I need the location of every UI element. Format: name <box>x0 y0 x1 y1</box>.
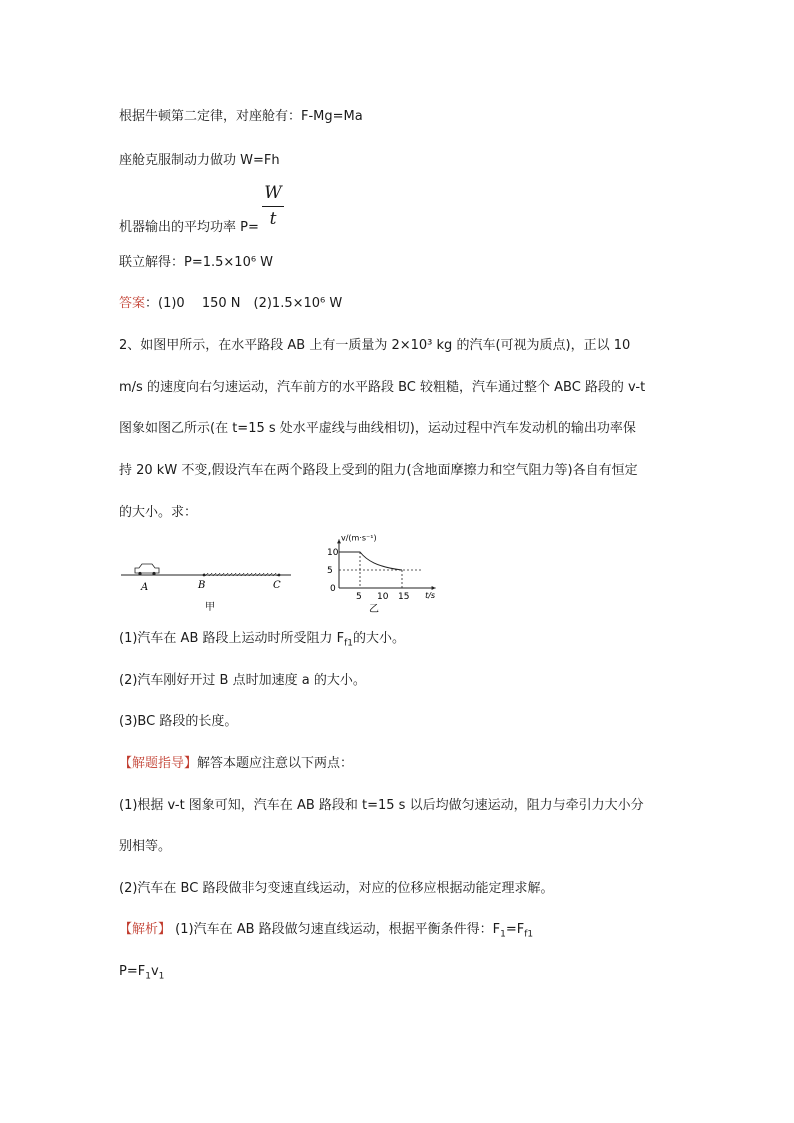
power-eq-sub-2: 1 <box>158 971 165 982</box>
fraction-numerator: W <box>264 183 282 203</box>
answer-label: 答案 <box>119 296 146 311</box>
car-icon <box>135 564 159 575</box>
x-axis-arrow <box>432 586 436 590</box>
sub-q1-text: (1)汽车在 AB 路段上运动时所受阻力 F <box>119 631 345 646</box>
y-tick-label: 5 <box>327 566 333 576</box>
x-tick-label: 5 <box>356 592 362 602</box>
solution-eq: =F <box>505 922 525 937</box>
solution-sub-2: f1 <box>524 929 534 940</box>
power-eq-sub-1: 1 <box>145 971 151 982</box>
sub-q1-end: 的大小。 <box>353 631 406 646</box>
q2-line-5: 的大小。求： <box>119 505 198 520</box>
answer-line <box>119 295 342 313</box>
solve-line: 联立解得：P=1.5×10⁶ W <box>119 255 274 270</box>
q2-line-4: 持 20 kW 不变,假设汽车在两个路段上受到的阻力(含地面摩擦力和空气阻力等)各自有恒定 <box>119 463 638 478</box>
figure-svg <box>119 530 439 620</box>
sub-q3: (3)BC 路段的长度。 <box>119 714 238 729</box>
label-yi: 乙 <box>369 604 379 615</box>
power-line: 机器输出的平均功率 P= <box>119 220 259 235</box>
vt-chart <box>327 533 436 602</box>
label-c: C <box>273 580 281 591</box>
guide-1-line-1: (1)根据 v-t 图象可知，汽车在 AB 路段和 t=15 s 以后均做匀速运动，阻力与牵引力大小分 <box>119 798 644 813</box>
newton-line: 根据牛顿第二定律，对座舱有：F-Mg=Ma <box>119 109 363 124</box>
power-eq-a: P=F <box>119 964 146 979</box>
power-eq-b: v <box>150 964 159 979</box>
label-a: A <box>141 582 149 593</box>
sub-q1-sub: f1 <box>344 638 354 649</box>
power-eq-line <box>119 963 164 986</box>
problem-figure <box>119 530 439 624</box>
guide-2-line: (2)汽车在 BC 路段做非匀变速直线运动，对应的位移应根据动能定理求解。 <box>119 881 554 896</box>
fraction-denominator: t <box>269 209 277 229</box>
guide-line <box>119 755 353 773</box>
rough-section <box>204 573 279 576</box>
x-tick-label: 15 <box>398 592 410 602</box>
y-axis-label: v/(m·s⁻¹) <box>341 533 377 543</box>
q2-line-2: m/s 的速度向右匀速运动，汽车前方的水平路段 BC 较粗糙，汽车通过整个 ABC 路段的 v-t <box>119 380 646 395</box>
sub-q2: (2)汽车刚好开过 B 点时加速度 a 的大小。 <box>119 673 366 688</box>
fraction-bar <box>262 206 284 207</box>
point-c <box>278 574 281 577</box>
solution-line <box>119 921 533 944</box>
guide-label: 【解题指导】 <box>119 756 198 771</box>
x-tick-label: 10 <box>377 592 389 602</box>
solution-label: 【解析】 <box>119 922 172 937</box>
q2-line-1: 2、如图甲所示，在水平路段 AB 上有一质量为 2×10³ kg 的汽车(可视为质点)，正以 10 <box>119 338 631 353</box>
power-fraction <box>262 182 284 229</box>
work-line: 座舱克服制动力做功 W=Fh <box>119 153 280 168</box>
answer-text: ：(1)0 150 N (2)1.5×10⁶ W <box>145 296 343 311</box>
q2-line-3: 图象如图乙所示(在 t=15 s 处水平虚线与曲线相切)，运动过程中汽车发动机的输出功率保 <box>119 421 636 436</box>
sub-q1 <box>119 630 405 653</box>
velocity-curve <box>339 552 402 570</box>
x-axis-label: t/s <box>425 591 436 600</box>
solution-sub-1: 1 <box>500 929 506 940</box>
solution-text: (1)汽车在 AB 路段做匀速直线运动，根据平衡条件得：F <box>171 922 501 937</box>
label-jia: 甲 <box>205 602 215 613</box>
point-b <box>203 574 206 577</box>
guide-1-line-2: 别相等。 <box>119 839 172 854</box>
label-b: B <box>198 580 206 591</box>
guide-text: 解答本题应注意以下两点： <box>197 756 354 771</box>
y-tick-label: 10 <box>327 548 339 558</box>
x-tick-label: 0 <box>330 584 336 594</box>
